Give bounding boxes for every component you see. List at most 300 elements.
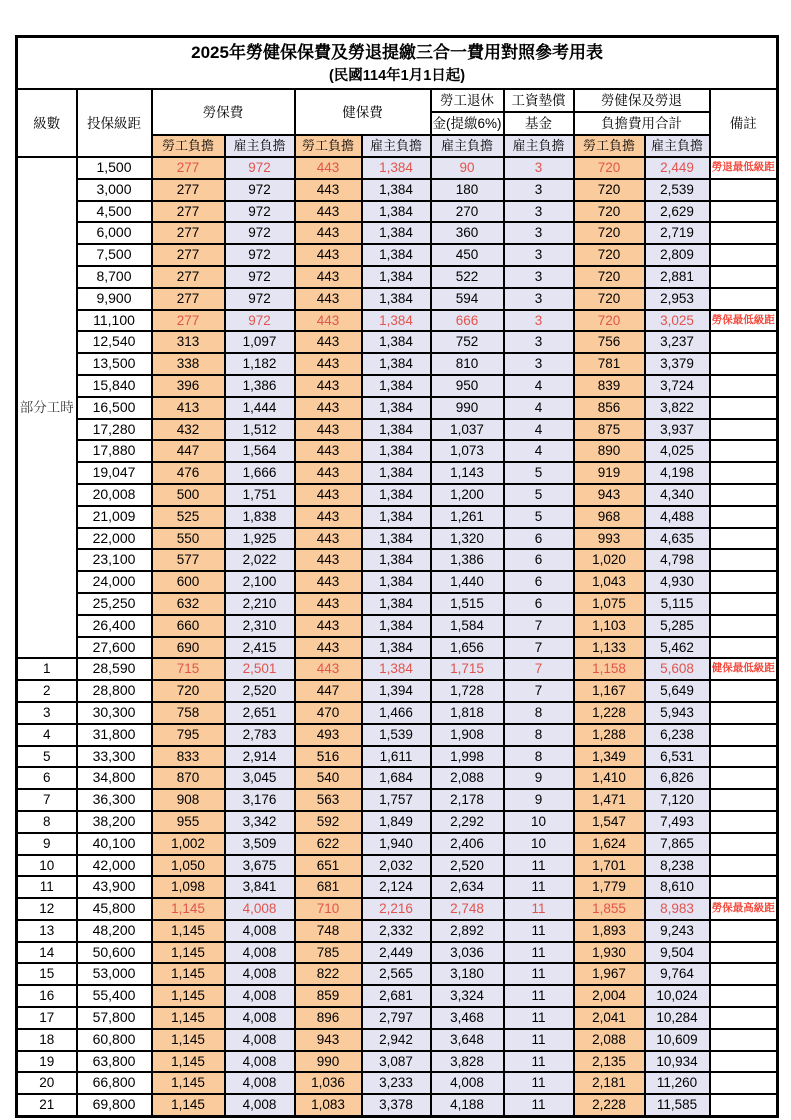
labor-employer-cell: 972 xyxy=(225,310,295,332)
title-row xyxy=(17,37,778,90)
total-employee-cell: 1,701 xyxy=(574,855,645,877)
pension-employer-cell: 1,261 xyxy=(431,506,504,528)
labor-employer-cell: 4,008 xyxy=(225,985,295,1007)
total-employee-cell: 890 xyxy=(574,440,645,462)
labor-employer-cell: 3,342 xyxy=(225,811,295,833)
bracket-cell: 25,250 xyxy=(77,593,152,615)
health-employer-cell: 1,384 xyxy=(362,549,431,571)
health-employer-cell: 1,384 xyxy=(362,244,431,266)
health-employee-cell: 1,036 xyxy=(295,1072,362,1094)
health-employer-cell: 1,384 xyxy=(362,157,431,179)
labor-employer-cell: 972 xyxy=(225,244,295,266)
wage-fund-employer-cell: 5 xyxy=(504,484,574,506)
health-employee-cell: 540 xyxy=(295,767,362,789)
bracket-cell: 63,800 xyxy=(77,1051,152,1073)
table-row xyxy=(17,876,778,898)
total-employer-cell: 9,504 xyxy=(645,942,710,964)
remark-cell xyxy=(710,593,778,615)
remark-cell xyxy=(710,811,778,833)
table-row xyxy=(17,855,778,877)
health-employer-cell: 1,384 xyxy=(362,397,431,419)
total-employee-cell: 1,228 xyxy=(574,702,645,724)
health-employee-cell: 443 xyxy=(295,462,362,484)
bracket-cell: 28,800 xyxy=(77,680,152,702)
level-cell: 9 xyxy=(17,833,77,855)
table-row xyxy=(17,746,778,768)
table-row xyxy=(17,680,778,702)
remark-cell xyxy=(710,920,778,942)
remark-cell xyxy=(710,1094,778,1116)
bracket-cell: 12,540 xyxy=(77,331,152,353)
pension-employer-cell: 1,515 xyxy=(431,593,504,615)
total-employee-cell: 1,471 xyxy=(574,789,645,811)
remark-cell xyxy=(710,288,778,310)
wage-fund-employer-cell: 3 xyxy=(504,266,574,288)
remark-cell xyxy=(710,331,778,353)
health-employee-cell: 622 xyxy=(295,833,362,855)
level-cell: 10 xyxy=(17,855,77,877)
pension-employer-cell: 2,748 xyxy=(431,898,504,920)
total-employee-cell: 2,135 xyxy=(574,1051,645,1073)
total-employee-cell: 839 xyxy=(574,375,645,397)
total-employee-cell: 2,041 xyxy=(574,1007,645,1029)
bracket-cell: 21,009 xyxy=(77,506,152,528)
pension-employer-cell: 1,728 xyxy=(431,680,504,702)
wage-fund-employer-cell: 9 xyxy=(504,789,574,811)
total-employer-cell: 2,719 xyxy=(645,222,710,244)
remark-cell xyxy=(710,201,778,223)
health-employer-cell: 1,384 xyxy=(362,222,431,244)
level-cell: 5 xyxy=(17,746,77,768)
pension-employer-cell: 90 xyxy=(431,157,504,179)
labor-employee-cell: 870 xyxy=(152,767,225,789)
health-employee-cell: 443 xyxy=(295,288,362,310)
header-pension-line2: 金(提繳6%) xyxy=(431,112,504,135)
wage-fund-employer-cell: 3 xyxy=(504,244,574,266)
remark-cell xyxy=(710,702,778,724)
bracket-cell: 28,590 xyxy=(77,658,152,680)
health-employee-cell: 943 xyxy=(295,1029,362,1051)
health-employer-cell: 1,384 xyxy=(362,419,431,441)
labor-employee-cell: 277 xyxy=(152,179,225,201)
table-row xyxy=(17,1029,778,1051)
labor-employer-cell: 972 xyxy=(225,266,295,288)
labor-employer-cell: 2,210 xyxy=(225,593,295,615)
wage-fund-employer-cell: 11 xyxy=(504,1051,574,1073)
wage-fund-employer-cell: 10 xyxy=(504,811,574,833)
table-row xyxy=(17,1007,778,1029)
wage-fund-employer-cell: 3 xyxy=(504,157,574,179)
table-row xyxy=(17,767,778,789)
total-employee-cell: 1,855 xyxy=(574,898,645,920)
total-employer-cell: 5,649 xyxy=(645,680,710,702)
pension-employer-cell: 3,648 xyxy=(431,1029,504,1051)
pension-employer-cell: 2,178 xyxy=(431,789,504,811)
wage-fund-employer-cell: 8 xyxy=(504,746,574,768)
bracket-cell: 40,100 xyxy=(77,833,152,855)
total-employer-cell: 6,238 xyxy=(645,724,710,746)
health-employee-cell: 443 xyxy=(295,593,362,615)
wage-fund-employer-cell: 11 xyxy=(504,1007,574,1029)
health-employer-cell: 1,384 xyxy=(362,571,431,593)
wage-fund-employer-cell: 5 xyxy=(504,462,574,484)
header-remark: 備註 xyxy=(710,89,778,157)
total-employee-cell: 756 xyxy=(574,331,645,353)
bracket-cell: 48,200 xyxy=(77,920,152,942)
wage-fund-employer-cell: 3 xyxy=(504,179,574,201)
total-employee-cell: 875 xyxy=(574,419,645,441)
total-employee-cell: 781 xyxy=(574,353,645,375)
health-employee-cell: 443 xyxy=(295,528,362,550)
pension-employer-cell: 4,188 xyxy=(431,1094,504,1116)
labor-employee-cell: 550 xyxy=(152,528,225,550)
table-row xyxy=(17,920,778,942)
total-employee-cell: 2,004 xyxy=(574,985,645,1007)
subheader-labor-employee: 勞工負擔 xyxy=(152,135,225,157)
health-employer-cell: 1,384 xyxy=(362,375,431,397)
labor-employer-cell: 972 xyxy=(225,179,295,201)
total-employer-cell: 9,764 xyxy=(645,963,710,985)
health-employer-cell: 1,384 xyxy=(362,484,431,506)
health-employer-cell: 1,384 xyxy=(362,288,431,310)
total-employer-cell: 4,635 xyxy=(645,528,710,550)
pension-employer-cell: 180 xyxy=(431,179,504,201)
health-employer-cell: 1,384 xyxy=(362,637,431,659)
table-row xyxy=(17,658,778,680)
pension-employer-cell: 950 xyxy=(431,375,504,397)
table-row xyxy=(17,353,778,375)
health-employee-cell: 447 xyxy=(295,680,362,702)
page-title: 2025年勞健保保費及勞退提繳三合一費用對照參考用表 xyxy=(191,42,603,62)
remark-cell: 勞保最低級距 xyxy=(710,310,778,332)
table-row xyxy=(17,811,778,833)
total-employee-cell: 2,088 xyxy=(574,1029,645,1051)
health-employer-cell: 1,384 xyxy=(362,201,431,223)
labor-employee-cell: 476 xyxy=(152,462,225,484)
table-row xyxy=(17,331,778,353)
labor-employer-cell: 4,008 xyxy=(225,1029,295,1051)
labor-employer-cell: 1,097 xyxy=(225,331,295,353)
table-row xyxy=(17,266,778,288)
table-body xyxy=(17,157,778,1117)
pension-employer-cell: 3,468 xyxy=(431,1007,504,1029)
total-employer-cell: 10,609 xyxy=(645,1029,710,1051)
remark-cell: 勞保最高級距 xyxy=(710,898,778,920)
total-employer-cell: 2,539 xyxy=(645,179,710,201)
remark-cell xyxy=(710,375,778,397)
bracket-cell: 36,300 xyxy=(77,789,152,811)
labor-employer-cell: 3,675 xyxy=(225,855,295,877)
pension-employer-cell: 810 xyxy=(431,353,504,375)
health-employer-cell: 3,233 xyxy=(362,1072,431,1094)
header-wage-fund-line1: 工資墊償 xyxy=(504,89,574,112)
total-employer-cell: 4,025 xyxy=(645,440,710,462)
remark-cell: 健保最低級距 xyxy=(710,658,778,680)
wage-fund-employer-cell: 4 xyxy=(504,397,574,419)
total-employee-cell: 1,075 xyxy=(574,593,645,615)
labor-employer-cell: 2,022 xyxy=(225,549,295,571)
wage-fund-employer-cell: 4 xyxy=(504,375,574,397)
labor-employer-cell: 1,751 xyxy=(225,484,295,506)
subheader-labor-employer: 雇主負擔 xyxy=(225,135,295,157)
bracket-cell: 11,100 xyxy=(77,310,152,332)
bracket-cell: 57,800 xyxy=(77,1007,152,1029)
health-employee-cell: 651 xyxy=(295,855,362,877)
bracket-cell: 31,800 xyxy=(77,724,152,746)
pension-employer-cell: 2,892 xyxy=(431,920,504,942)
subheader-total-employer: 雇主負擔 xyxy=(645,135,710,157)
health-employee-cell: 748 xyxy=(295,920,362,942)
labor-employee-cell: 1,145 xyxy=(152,963,225,985)
table-row xyxy=(17,419,778,441)
remark-cell xyxy=(710,549,778,571)
bracket-cell: 16,500 xyxy=(77,397,152,419)
remark-cell xyxy=(710,353,778,375)
level-cell: 20 xyxy=(17,1072,77,1094)
total-employer-cell: 2,809 xyxy=(645,244,710,266)
labor-employer-cell: 2,520 xyxy=(225,680,295,702)
level-cell: 15 xyxy=(17,963,77,985)
labor-employer-cell: 3,045 xyxy=(225,767,295,789)
remark-cell xyxy=(710,1007,778,1029)
health-employer-cell: 1,611 xyxy=(362,746,431,768)
total-employer-cell: 6,826 xyxy=(645,767,710,789)
table-row xyxy=(17,375,778,397)
pension-employer-cell: 1,386 xyxy=(431,549,504,571)
total-employer-cell: 3,237 xyxy=(645,331,710,353)
wage-fund-employer-cell: 11 xyxy=(504,942,574,964)
total-employer-cell: 10,024 xyxy=(645,985,710,1007)
pension-employer-cell: 1,073 xyxy=(431,440,504,462)
labor-employee-cell: 313 xyxy=(152,331,225,353)
total-employer-cell: 2,881 xyxy=(645,266,710,288)
health-employee-cell: 443 xyxy=(295,571,362,593)
labor-employee-cell: 577 xyxy=(152,549,225,571)
health-employer-cell: 1,539 xyxy=(362,724,431,746)
labor-employee-cell: 277 xyxy=(152,266,225,288)
total-employee-cell: 1,349 xyxy=(574,746,645,768)
total-employee-cell: 856 xyxy=(574,397,645,419)
total-employer-cell: 11,585 xyxy=(645,1094,710,1116)
page-subtitle: (民國114年1月1日起) xyxy=(328,67,466,84)
remark-cell xyxy=(710,637,778,659)
labor-employee-cell: 955 xyxy=(152,811,225,833)
health-employer-cell: 1,466 xyxy=(362,702,431,724)
wage-fund-employer-cell: 4 xyxy=(504,419,574,441)
header-row-1 xyxy=(17,89,778,112)
total-employer-cell: 11,260 xyxy=(645,1072,710,1094)
remark-cell xyxy=(710,985,778,1007)
remark-cell xyxy=(710,746,778,768)
header-pension-line1: 勞工退休 xyxy=(431,89,504,112)
total-employee-cell: 1,779 xyxy=(574,876,645,898)
pension-employer-cell: 3,828 xyxy=(431,1051,504,1073)
level-cell: 17 xyxy=(17,1007,77,1029)
header-health-insurance: 健保費 xyxy=(295,89,431,135)
wage-fund-employer-cell: 3 xyxy=(504,331,574,353)
total-employer-cell: 4,198 xyxy=(645,462,710,484)
labor-employer-cell: 2,415 xyxy=(225,637,295,659)
table-row xyxy=(17,440,778,462)
level-cell: 19 xyxy=(17,1051,77,1073)
bracket-cell: 22,000 xyxy=(77,528,152,550)
total-employer-cell: 3,822 xyxy=(645,397,710,419)
labor-employer-cell: 1,564 xyxy=(225,440,295,462)
wage-fund-employer-cell: 11 xyxy=(504,898,574,920)
wage-fund-employer-cell: 3 xyxy=(504,353,574,375)
health-employee-cell: 681 xyxy=(295,876,362,898)
header-labor-insurance: 勞保費 xyxy=(152,89,295,135)
table-row xyxy=(17,201,778,223)
bracket-cell: 24,000 xyxy=(77,571,152,593)
total-employer-cell: 5,462 xyxy=(645,637,710,659)
header-level: 級數 xyxy=(17,89,77,157)
health-employee-cell: 493 xyxy=(295,724,362,746)
pension-employer-cell: 1,037 xyxy=(431,419,504,441)
health-employer-cell: 3,087 xyxy=(362,1051,431,1073)
health-employee-cell: 516 xyxy=(295,746,362,768)
total-employee-cell: 1,893 xyxy=(574,920,645,942)
table-row xyxy=(17,179,778,201)
level-cell: 3 xyxy=(17,702,77,724)
labor-employer-cell: 3,509 xyxy=(225,833,295,855)
remark-cell xyxy=(710,680,778,702)
bracket-cell: 3,000 xyxy=(77,179,152,201)
health-employee-cell: 710 xyxy=(295,898,362,920)
bracket-cell: 1,500 xyxy=(77,157,152,179)
wage-fund-employer-cell: 6 xyxy=(504,593,574,615)
subheader-pension-employer: 雇主負擔 xyxy=(431,135,504,157)
pension-employer-cell: 2,088 xyxy=(431,767,504,789)
level-cell: 14 xyxy=(17,942,77,964)
labor-employer-cell: 2,501 xyxy=(225,658,295,680)
wage-fund-employer-cell: 3 xyxy=(504,310,574,332)
level-cell: 13 xyxy=(17,920,77,942)
labor-employer-cell: 1,386 xyxy=(225,375,295,397)
health-employer-cell: 3,378 xyxy=(362,1094,431,1116)
subheader-total-employee: 勞工負擔 xyxy=(574,135,645,157)
pension-employer-cell: 594 xyxy=(431,288,504,310)
table-row xyxy=(17,942,778,964)
level-cell: 6 xyxy=(17,767,77,789)
labor-employee-cell: 1,145 xyxy=(152,942,225,964)
total-employee-cell: 1,167 xyxy=(574,680,645,702)
bracket-cell: 26,400 xyxy=(77,615,152,637)
labor-employer-cell: 4,008 xyxy=(225,1051,295,1073)
health-employee-cell: 470 xyxy=(295,702,362,724)
labor-employee-cell: 908 xyxy=(152,789,225,811)
total-employer-cell: 2,449 xyxy=(645,157,710,179)
total-employee-cell: 1,020 xyxy=(574,549,645,571)
total-employee-cell: 720 xyxy=(574,288,645,310)
total-employer-cell: 9,243 xyxy=(645,920,710,942)
wage-fund-employer-cell: 5 xyxy=(504,506,574,528)
total-employee-cell: 1,410 xyxy=(574,767,645,789)
health-employee-cell: 443 xyxy=(295,157,362,179)
table-row xyxy=(17,1051,778,1073)
wage-fund-employer-cell: 8 xyxy=(504,724,574,746)
remark-cell xyxy=(710,244,778,266)
pension-employer-cell: 1,818 xyxy=(431,702,504,724)
health-employer-cell: 1,384 xyxy=(362,179,431,201)
total-employer-cell: 4,340 xyxy=(645,484,710,506)
health-employee-cell: 990 xyxy=(295,1051,362,1073)
wage-fund-employer-cell: 11 xyxy=(504,1029,574,1051)
bracket-cell: 17,880 xyxy=(77,440,152,462)
level-cell: 7 xyxy=(17,789,77,811)
remark-cell xyxy=(710,266,778,288)
table-row xyxy=(17,506,778,528)
table-title-cell xyxy=(17,37,778,90)
labor-employee-cell: 1,098 xyxy=(152,876,225,898)
health-employee-cell: 443 xyxy=(295,375,362,397)
health-employer-cell: 2,449 xyxy=(362,942,431,964)
bracket-cell: 42,000 xyxy=(77,855,152,877)
labor-employee-cell: 396 xyxy=(152,375,225,397)
labor-employer-cell: 4,008 xyxy=(225,898,295,920)
labor-employer-cell: 1,444 xyxy=(225,397,295,419)
table-row xyxy=(17,593,778,615)
labor-employer-cell: 1,666 xyxy=(225,462,295,484)
labor-employee-cell: 1,050 xyxy=(152,855,225,877)
level-cell: 4 xyxy=(17,724,77,746)
bracket-cell: 20,008 xyxy=(77,484,152,506)
total-employee-cell: 1,624 xyxy=(574,833,645,855)
pension-employer-cell: 990 xyxy=(431,397,504,419)
labor-employer-cell: 4,008 xyxy=(225,942,295,964)
subheader-wage-fund-employer: 雇主負擔 xyxy=(504,135,574,157)
total-employer-cell: 2,629 xyxy=(645,201,710,223)
total-employer-cell: 10,284 xyxy=(645,1007,710,1029)
health-employer-cell: 2,216 xyxy=(362,898,431,920)
pension-employer-cell: 1,656 xyxy=(431,637,504,659)
labor-employee-cell: 1,002 xyxy=(152,833,225,855)
total-employee-cell: 720 xyxy=(574,244,645,266)
labor-employee-cell: 277 xyxy=(152,222,225,244)
labor-employee-cell: 277 xyxy=(152,157,225,179)
total-employer-cell: 7,865 xyxy=(645,833,710,855)
health-employer-cell: 1,394 xyxy=(362,680,431,702)
wage-fund-employer-cell: 11 xyxy=(504,876,574,898)
subheader-health-employer: 雇主負擔 xyxy=(362,135,431,157)
total-employee-cell: 1,103 xyxy=(574,615,645,637)
bracket-cell: 7,500 xyxy=(77,244,152,266)
pension-employer-cell: 1,908 xyxy=(431,724,504,746)
labor-employee-cell: 795 xyxy=(152,724,225,746)
remark-cell xyxy=(710,789,778,811)
remark-cell xyxy=(710,440,778,462)
total-employer-cell: 10,934 xyxy=(645,1051,710,1073)
labor-employer-cell: 972 xyxy=(225,157,295,179)
pension-employer-cell: 666 xyxy=(431,310,504,332)
reference-table-sheet xyxy=(15,35,776,1118)
total-employer-cell: 5,608 xyxy=(645,658,710,680)
labor-employee-cell: 1,145 xyxy=(152,920,225,942)
remark-cell xyxy=(710,179,778,201)
level-cell: 21 xyxy=(17,1094,77,1116)
remark-cell xyxy=(710,484,778,506)
pension-employer-cell: 522 xyxy=(431,266,504,288)
table-row xyxy=(17,963,778,985)
total-employer-cell: 2,953 xyxy=(645,288,710,310)
header-total-line2: 負擔費用合計 xyxy=(574,112,710,135)
health-employee-cell: 443 xyxy=(295,440,362,462)
remark-cell xyxy=(710,571,778,593)
labor-employee-cell: 413 xyxy=(152,397,225,419)
remark-cell xyxy=(710,528,778,550)
health-employer-cell: 1,384 xyxy=(362,462,431,484)
total-employer-cell: 4,798 xyxy=(645,549,710,571)
